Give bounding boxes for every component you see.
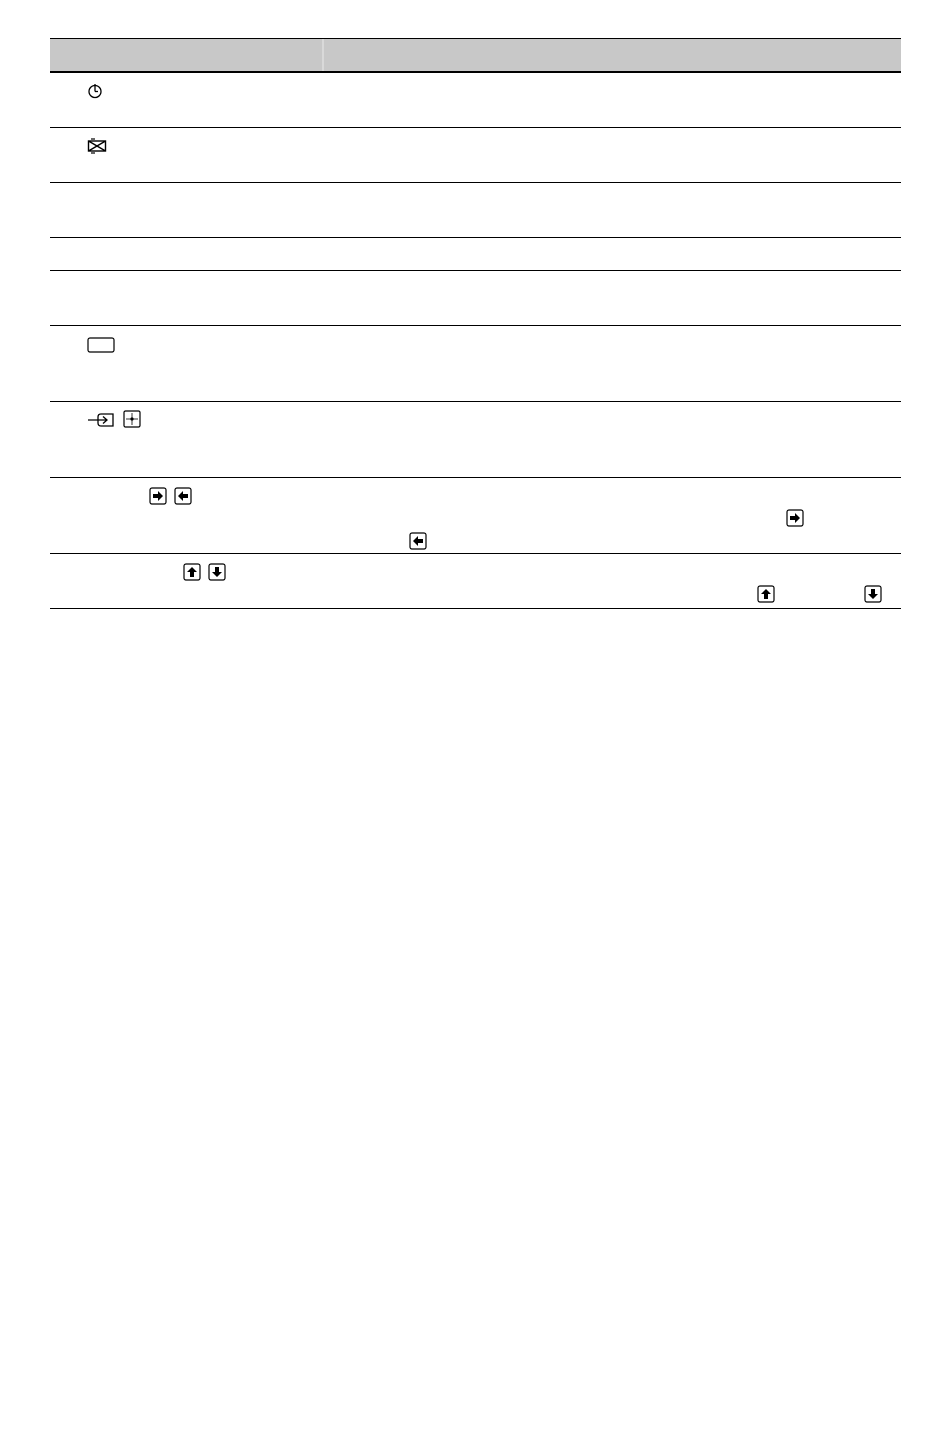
- header-cell-function: [50, 39, 322, 71]
- row-description: [324, 402, 901, 477]
- arrow-right-key-icon: [149, 487, 167, 505]
- row-description: [324, 128, 901, 182]
- row-description: [324, 326, 901, 401]
- row-description: [324, 554, 901, 608]
- row-label: [50, 128, 322, 182]
- row-label: [50, 183, 322, 237]
- arrow-down-key-icon: [864, 585, 882, 603]
- table-row: [50, 183, 901, 238]
- table-row: [50, 271, 901, 326]
- header-cell-description: [324, 39, 901, 71]
- table-row: [50, 554, 901, 609]
- table-row: [50, 73, 901, 128]
- row-label: [50, 271, 322, 325]
- row-description: [324, 271, 901, 325]
- arrow-left-key-icon: [409, 532, 427, 550]
- table-row: [50, 326, 901, 402]
- row-description: [324, 73, 901, 127]
- timer-icon: [87, 83, 103, 99]
- arrow-up-key-icon: [183, 563, 201, 581]
- mute-icon: [87, 138, 107, 154]
- row-label: [50, 73, 322, 127]
- input-select-icon: [87, 411, 117, 429]
- manual-table: [50, 38, 901, 609]
- arrow-left-key-icon: [174, 487, 192, 505]
- table-header: [50, 38, 901, 73]
- row-label: [50, 238, 322, 270]
- blank-key-icon: [87, 337, 115, 353]
- table-row: [50, 238, 901, 271]
- table-row: [50, 128, 901, 183]
- center-mark-icon: [123, 410, 141, 428]
- arrow-down-key-icon: [208, 563, 226, 581]
- row-description: [324, 183, 901, 237]
- row-description: [324, 238, 901, 270]
- table-row: [50, 478, 901, 554]
- arrow-right-key-icon: [786, 509, 804, 527]
- table-row: [50, 402, 901, 478]
- arrow-up-key-icon: [757, 585, 775, 603]
